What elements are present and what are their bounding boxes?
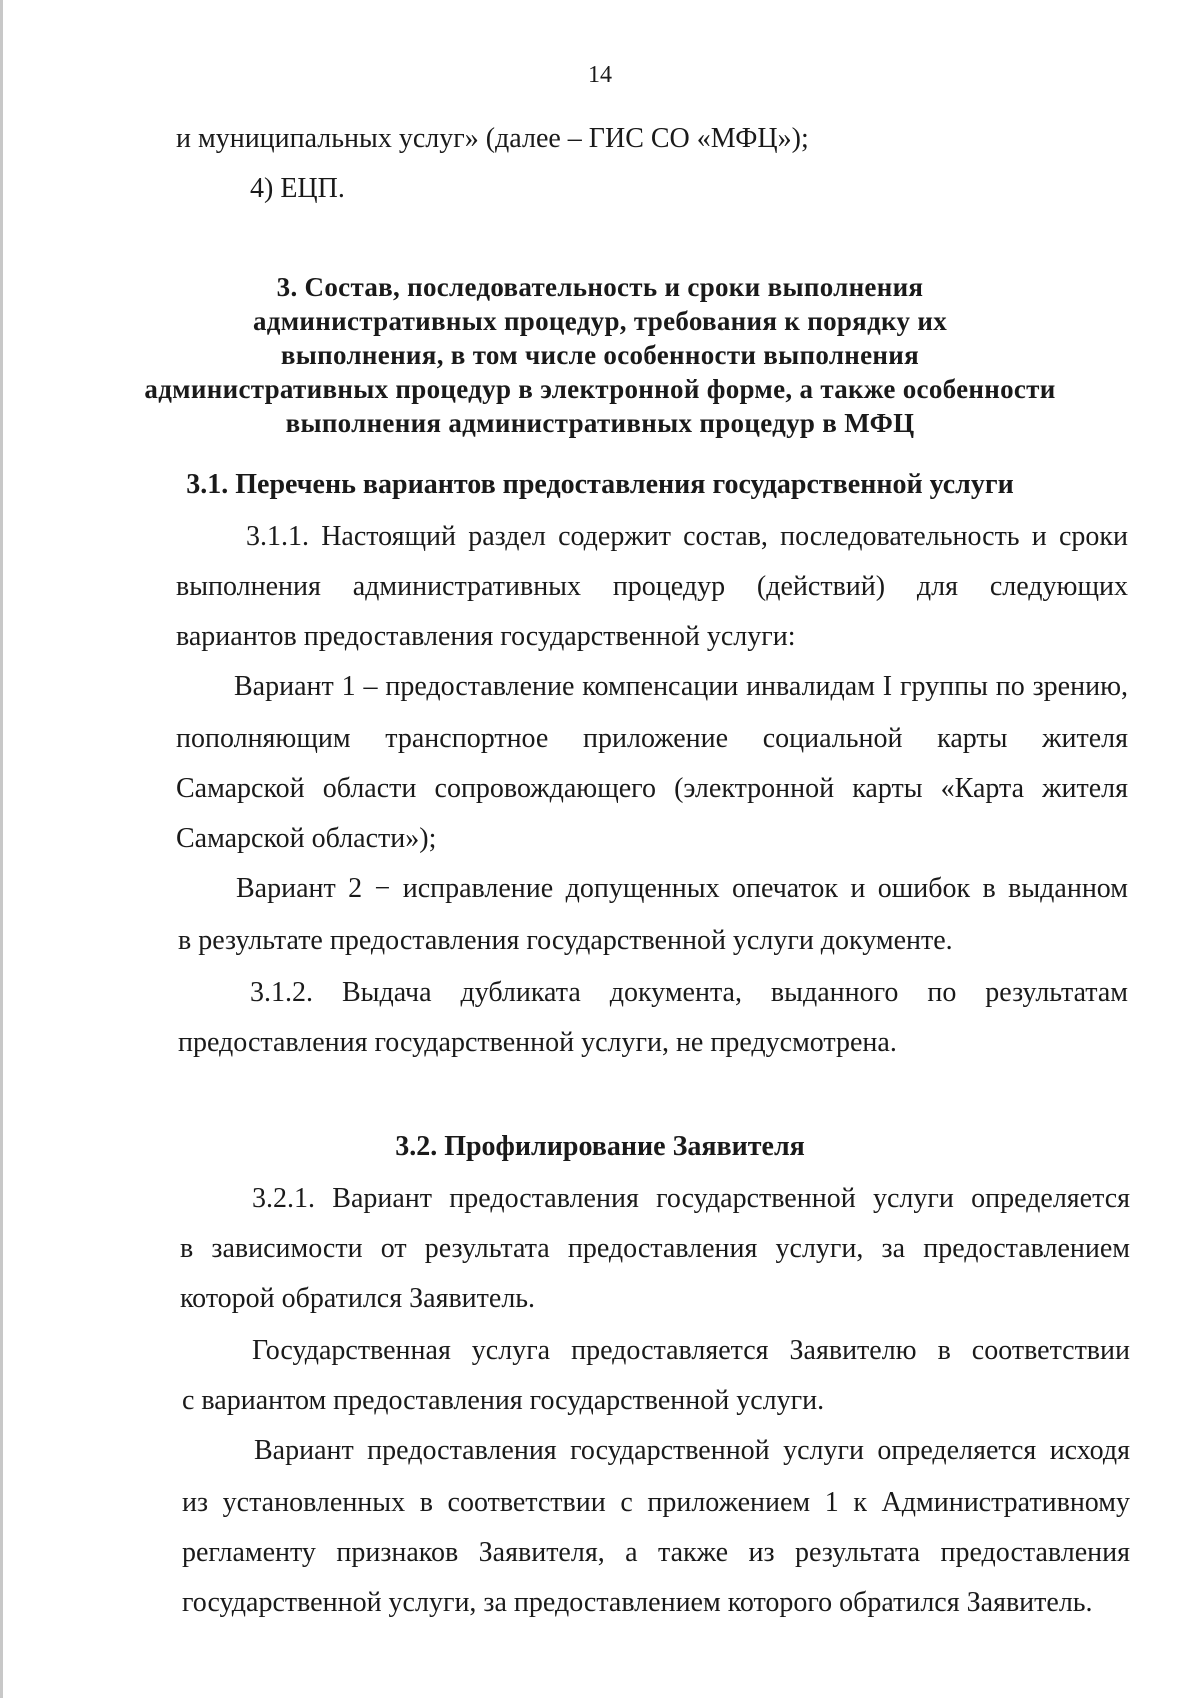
section-3-title-line-2: административных процедур, требования к порядку их [252, 306, 948, 336]
p-3-2-1-line-1-text: 3.2.1. Вариант предоставления государственной услуги определяется [252, 1183, 1130, 1214]
p-3-2-1-line-2 [180, 1232, 1130, 1266]
p-3-1-1-line-2-text: выполнения административных процедур (действий) для следующих [176, 571, 1128, 602]
p-service-line-1 [252, 1334, 1130, 1368]
p-variant-line-1 [254, 1434, 1130, 1468]
variant-1-line-3 [176, 772, 1128, 806]
p-variant-line-1-text: Вариант предоставления государственной услуги определяется исходя [254, 1435, 1130, 1466]
p-service-line-2: с вариантом предоставления государственной услуги. [182, 1385, 825, 1416]
page-number: 14 [588, 62, 612, 88]
scan-edge [0, 0, 3, 1698]
p-3-2-1-line-3: которой обратился Заявитель. [180, 1283, 536, 1314]
variant-1-line-1 [234, 670, 1128, 704]
intro-line-1: и муниципальных услуг» (далее – ГИС СО «МФЦ»); [176, 123, 809, 154]
variant-1-line-1-text: Вариант 1 – предоставление компенсации инвалидам I группы по зрению, [234, 671, 1128, 702]
p-variant-line-2-text: из установленных в соответствии с приложением 1 к Административному [182, 1487, 1130, 1518]
p-variant-line-2 [182, 1486, 1130, 1520]
p-3-1-1-line-2 [176, 570, 1128, 604]
variant-1-line-3-text: Самарской области сопровождающего (электронной карты «Карта жителя [176, 773, 1128, 804]
p-3-2-1-line-1 [252, 1182, 1130, 1216]
variant-2-line-1-text: Вариант 2 − исправление допущенных опечаток и ошибок в выданном [236, 873, 1128, 904]
section-3-title-line-5: выполнения административных процедур в МФЦ [285, 408, 915, 438]
variant-1-line-2 [176, 722, 1128, 756]
section-3-1-title: 3.1. Перечень вариантов предоставления государственной услуги [186, 469, 1014, 500]
intro-line-2: 4) ЕЦП. [250, 173, 345, 204]
p-3-1-1-line-3: вариантов предоставления государственной услуги: [176, 621, 796, 652]
section-3-title-line-4: административных процедур в электронной форме, а также особенности [144, 374, 1056, 404]
section-3-2-title: 3.2. Профилирование Заявителя [395, 1131, 805, 1162]
p-3-1-2-line-2: предоставления государственной услуги, не предусмотрена. [178, 1027, 897, 1058]
variant-2-line-1 [236, 872, 1128, 906]
p-variant-line-3 [182, 1536, 1130, 1570]
p-service-line-1-text: Государственная услуга предоставляется Заявителю в соответствии [252, 1335, 1130, 1366]
p-3-1-2-line-1 [250, 976, 1128, 1010]
p-3-1-1-line-1-text: 3.1.1. Настоящий раздел содержит состав, последовательность и сроки [246, 521, 1128, 552]
variant-2-line-2: в результате предоставления государственной услуги документе. [178, 925, 953, 956]
variant-1-line-4: Самарской области»); [176, 823, 437, 854]
p-3-1-2-line-1-text: 3.1.2. Выдача дубликата документа, выданного по результатам [250, 977, 1128, 1008]
p-variant-line-3-text: регламенту признаков Заявителя, а также из результата предоставления [182, 1537, 1130, 1568]
p-3-1-1-line-1 [246, 520, 1128, 554]
section-3-title-line-3: выполнения, в том числе особенности выполнения [280, 340, 920, 370]
p-3-2-1-line-2-text: в зависимости от результата предоставления услуги, за предоставлением [180, 1233, 1130, 1264]
variant-1-line-2-text: пополняющим транспортное приложение социальной карты жителя [176, 723, 1128, 754]
section-3-title-line-1: 3. Состав, последовательность и сроки выполнения [276, 272, 924, 302]
p-variant-line-4: государственной услуги, за предоставлением которого обратился Заявитель. [182, 1587, 1093, 1618]
